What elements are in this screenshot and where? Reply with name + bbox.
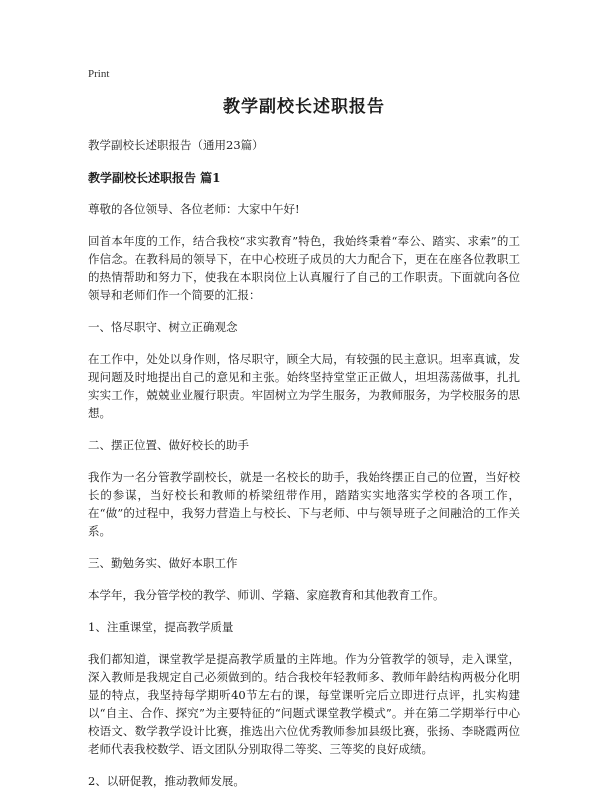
paragraph-body-3: 本学年，我分管学校的教学、师训、学籍、家庭教育和其他教育工作。: [88, 588, 445, 602]
paragraph-intro: 回首本年度的工作，结合我校“求实教育”特色，我始终秉着“奉公、踏实、求索”的工作信念。在教科局的领导下，在中心校班子成员的大力配合下，更在在座各位教职工的热情帮助和努力下，使我在本职岗位上认真履行了自己的工作职责。下面就向各位领导和老师们作一个简要的汇报：: [88, 234, 520, 302]
document-subtitle: 教学副校长述职报告（通用23篇）: [88, 138, 264, 152]
document-title: 教学副校长述职报告: [223, 97, 385, 117]
paragraph-subheading-1: 1、注重课堂，提高教学质量: [88, 620, 234, 634]
paragraph-body-1: 在工作中，处处以身作则，恪尽职守，顾全大局，有较强的民主意识。坦率真诚，发现问题及时地提出自己的意见和主张。始终坚持堂堂正正做人，坦坦荡荡做事，扎扎实实工作，兢兢业业履行职责。牢固树立为学生服务，为教师服务，为学校服务的思想。: [88, 352, 520, 420]
paragraph-body-4: 我们都知道，课堂教学是提高教学质量的主阵地。作为分管教学的领导，走入课堂，深入教师是我规定自己必须做到的。结合我校年轻教师多、教师年龄结构两极分化明显的特点，我坚持每学期听40节左右的课，每堂课听完后立即进行点评，扎实构建以“自主、合作、探究”为主要特征的“问题式课堂教学模式”。并在第二学期举行中心校语文、数学教学设计比赛，推选出六位优秀教师参加县级比赛，张扬、李晓霞两位老师代表我校数学、语文团队分别取得二等奖、三等奖的良好成绩。: [88, 652, 520, 756]
paragraph-body-2: 我作为一名分管教学副校长，就是一名校长的助手，我始终摆正自己的位置，当好校长的参谋，当好校长和教师的桥梁纽带作用，踏踏实实地落实学校的各项工作，在“做”的过程中，我努力营造上与校长、下与老师、中与领导班子之间融洽的工作关系。: [88, 470, 520, 538]
section-heading: 教学副校长述职报告 篇1: [88, 171, 221, 185]
paragraph-subheading-2: 2、以研促教，推动教师发展。: [88, 774, 245, 788]
document-page: [88, 64, 520, 804]
paragraph-heading-2: 二、摆正位置、做好校长的助手: [88, 438, 249, 452]
paragraph-greeting: 尊敬的各位领导、各位老师：大家中午好!: [88, 202, 300, 216]
paragraph-heading-3: 三、勤勉务实、做好本职工作: [88, 556, 238, 570]
print-link[interactable]: Print: [88, 68, 110, 80]
paragraph-heading-1: 一、恪尽职守、树立正确观念: [88, 320, 238, 334]
